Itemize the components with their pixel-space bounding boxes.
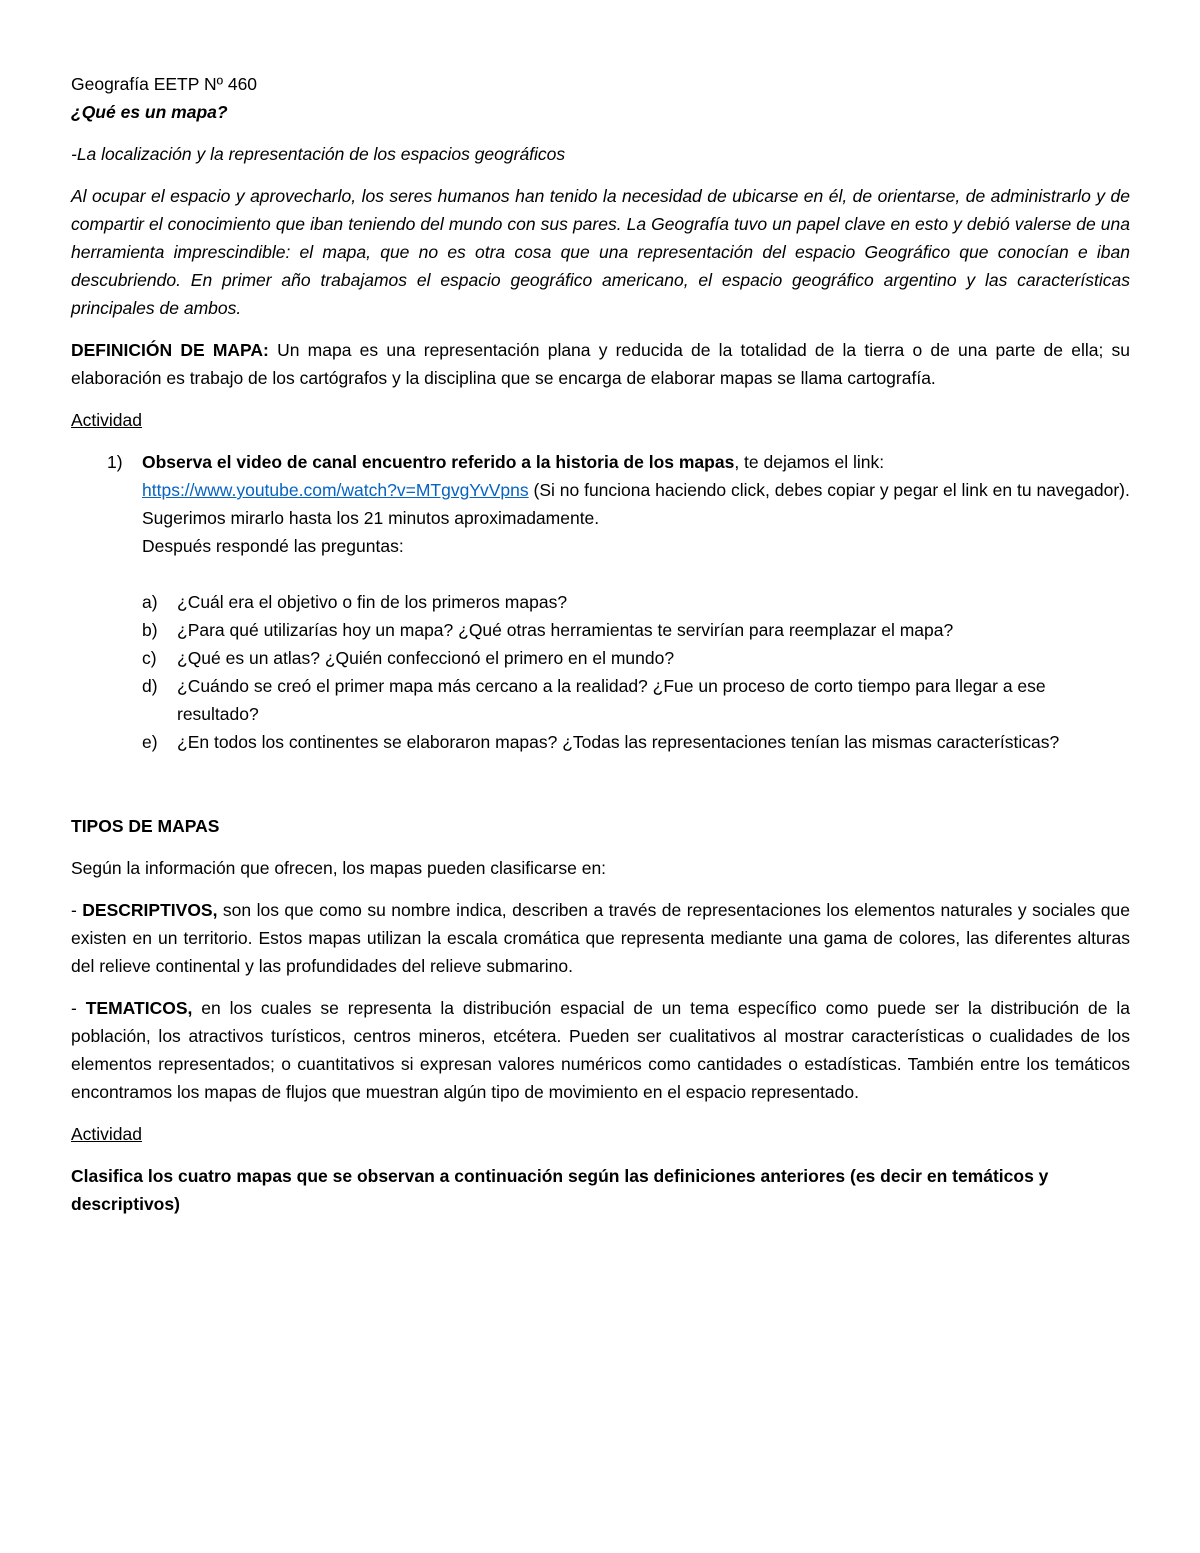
question-text: ¿Para qué utilizarías hoy un mapa? ¿Qué otras herramientas te servirían para reemplazar el mapa? <box>177 620 954 640</box>
thematic-text: en los cuales se representa la distribución espacial de un tema específico como puede ser la distribución de la población, los atractivos turísticos, centros mineros, etcétera. Pueden ser cualitativos al mostrar características o cualidades de los elementos representados; o cuantitativos si expresan valores numéricos como cantidades o estadísticas. También entre los temáticos encontramos los mapas de flujos que muestran algún tipo de movimiento en el espacio representado. <box>71 998 1130 1102</box>
thematic-paragraph <box>71 994 1130 1106</box>
question-marker: c) <box>142 648 157 668</box>
youtube-link[interactable]: https://www.youtube.com/watch?v=MTgvgYvVpns <box>142 480 529 500</box>
question-text: ¿Cuál era el objetivo o fin de los primeros mapas? <box>177 592 568 612</box>
list-item-body <box>142 448 1130 560</box>
question-text: ¿Cuándo se creó el primer mapa más cercano a la realidad? ¿Fue un proceso de corto tiempo para llegar a ese resultado? <box>177 676 1046 724</box>
question-text: ¿Qué es un atlas? ¿Quién confeccionó el primero en el mundo? <box>177 648 675 668</box>
activity-1-text-after-link: (Si no funciona haciendo click, debes copiar y pegar el link en tu navegador). Sugerimos mirarlo hasta los 21 minutos aproximadamente. <box>142 480 1130 528</box>
question-marker: a) <box>142 592 158 612</box>
question-item <box>142 728 1130 756</box>
question-list <box>142 588 1130 756</box>
question-item <box>142 672 1130 728</box>
thematic-prefix: - <box>71 998 86 1018</box>
definition-text: Un mapa es una representación plana y reducida de la totalidad de la tierra o de una parte de ella; su elaboración es trabajo de los cartógrafos y la disciplina que se encarga de elaborar mapas se llama cartografía. <box>71 340 1131 388</box>
course-title: Geografía EETP Nº 460 <box>71 74 258 94</box>
question-text: ¿En todos los continentes se elaboraron mapas? ¿Todas las representaciones tenían las mismas características? <box>177 732 1060 752</box>
question-item <box>142 616 1130 644</box>
descriptive-paragraph <box>71 896 1130 980</box>
thematic-label: TEMATICOS, <box>85 998 193 1018</box>
page-title: ¿Qué es un mapa? <box>71 102 228 122</box>
activity-heading-2: Actividad <box>71 1124 143 1144</box>
intro-paragraph: Al ocupar el espacio y aprovecharlo, los seres humanos han tenido la necesidad de ubicarse en él, de orientarse, de administrarlo y de compartir el conocimiento que iban teniendo del mundo con sus pares. La Geografía tuvo un papel clave en esto y debió valerse de una herramienta imprescindible: el mapa, que no es otra cosa que una representación del espacio Geográfico que conocían e iban descubriendo. En primer año trabajamos el espacio geográfico americano, el espacio geográfico argentino y las características principales de ambos. <box>71 186 1130 318</box>
activity-2-instruction: Clasifica los cuatro mapas que se observan a continuación según las definiciones anteriores (es decir en temáticos y descriptivos) <box>71 1166 1049 1214</box>
intro-subtitle: -La localización y la representación de los espacios geográficos <box>71 144 566 164</box>
activity-1-instruction: Después respondé las preguntas: <box>142 536 404 556</box>
question-marker: b) <box>142 620 158 640</box>
descriptive-label: DESCRIPTIVOS, <box>82 900 218 920</box>
question-marker: e) <box>142 732 158 752</box>
definition-label: DEFINICIÓN DE MAPA: <box>71 340 269 360</box>
question-item <box>142 644 1130 672</box>
definition-paragraph <box>71 336 1130 392</box>
activity-1-bold-text: Observa el video de canal encuentro referido a la historia de los mapas <box>142 452 735 472</box>
types-heading: TIPOS DE MAPAS <box>71 816 220 836</box>
activity-1-text <box>142 448 1130 532</box>
descriptive-text: son los que como su nombre indica, describen a través de representaciones los elementos naturales y sociales que existen en un territorio. Estos mapas utilizan la escala cromática que representa mediante una gama de colores, las diferentes alturas del relieve continental y las profundidades del relieve submarino. <box>71 900 1130 976</box>
activity-list <box>71 448 1130 560</box>
activity-heading-1: Actividad <box>71 410 143 430</box>
list-number: 1) <box>107 452 123 472</box>
activity-1-text-after-bold: , te dejamos el link: <box>734 452 885 472</box>
descriptive-prefix: - <box>71 900 83 920</box>
list-item <box>71 448 1130 560</box>
types-intro: Según la información que ofrecen, los mapas pueden clasificarse en: <box>71 858 607 878</box>
question-item <box>142 588 1130 616</box>
question-marker: d) <box>142 676 158 696</box>
document-page <box>71 70 1130 1218</box>
